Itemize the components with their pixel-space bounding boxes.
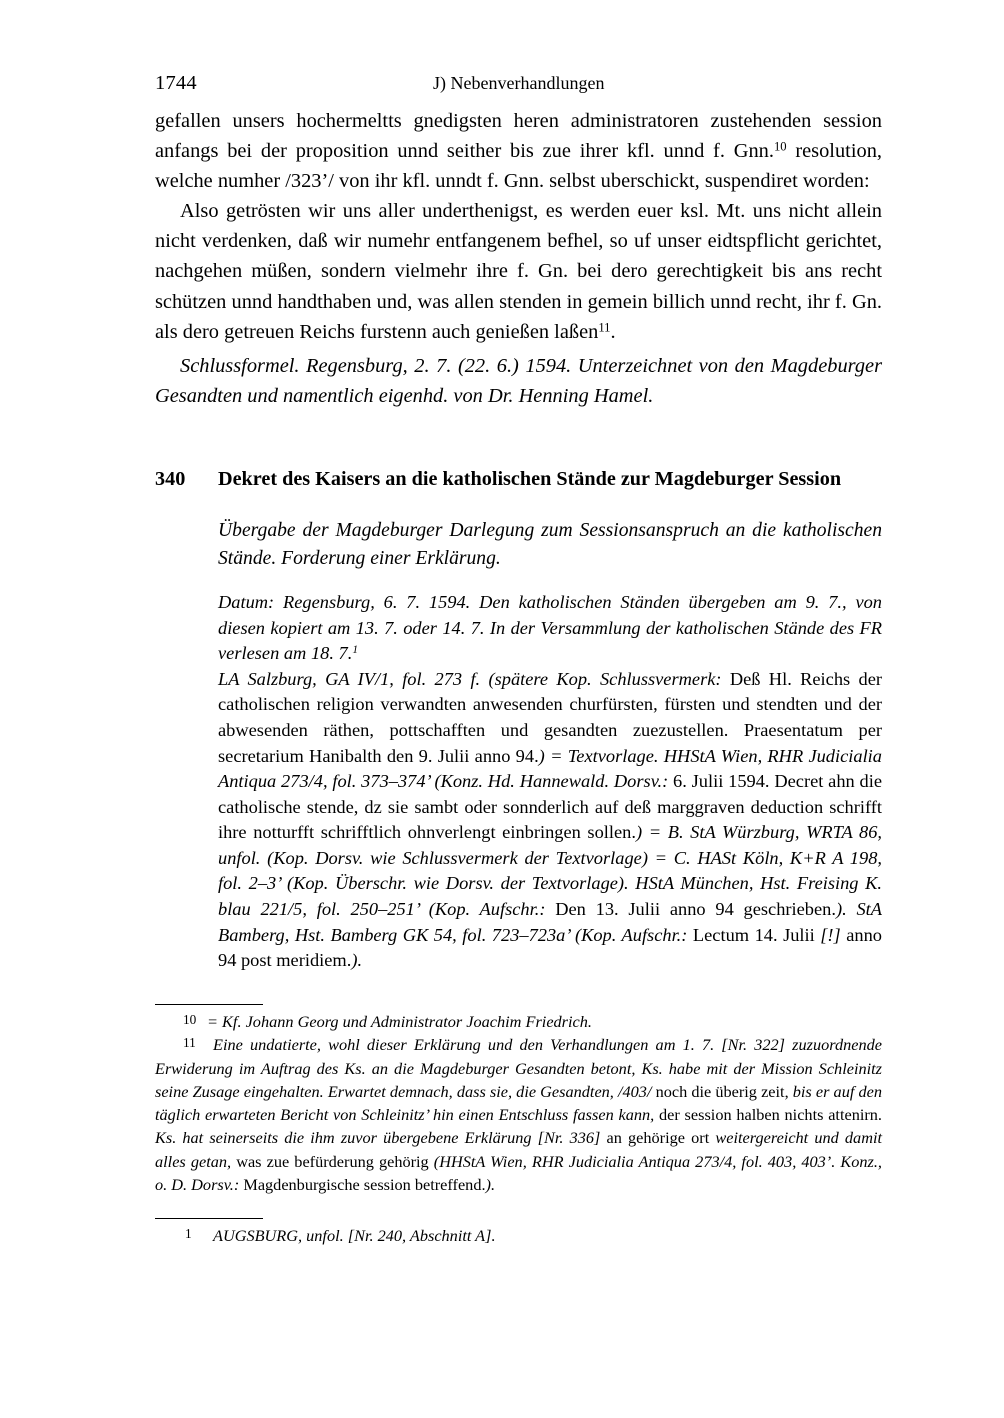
closing-formula: Schlussformel. Regensburg, 2. 7. (22. 6.) 1594. Unterzeichnet von den Magdeburger Gesandten und namentlich eigenhd. von Dr. Henning Hamel. [155, 354, 882, 407]
source-run-7: Lectum 14. Julii [687, 924, 815, 945]
source-run-9: anno 94 post meridiem. [218, 924, 882, 971]
footnote-doc-1-run-0: AUGSBURG, unfol. [Nr. 240, Abschnitt A]. [213, 1226, 496, 1245]
footnote-ref-10[interactable]: 10 [773, 139, 787, 154]
body-text [155, 106, 882, 347]
source-run-1: Deß Hl. Reichs der catholischen religion verwandten anwesenden churfürsten, fürsten und stendten und der abwesenden räthen, pottschafften und gesandten zuezustellen. Praesentatum per secretarium Hanibalth den 9. Julii anno 94. [218, 668, 882, 766]
footnote-separator-rule [155, 1218, 263, 1219]
source-run-8: [!] [814, 924, 841, 945]
footnote-11 [155, 1033, 882, 1196]
running-head [155, 72, 882, 106]
footnote-body [155, 1010, 882, 1033]
footnote-body [155, 1033, 882, 1196]
apparatus-date-text: Datum: Regensburg, 6. 7. 1594. Den katholischen Ständen übergeben am 9. 7., von diesen kopiert am 13. 7. oder 14. 7. In der Versammlung der katholischen Stände des FR verlesen am 18. 7. [218, 591, 882, 664]
footnote-marker: 1 [185, 1226, 192, 1241]
footnote-11-run-3: der session halben nichts attenirn. [654, 1105, 883, 1125]
footnote-11-run-10: ). [485, 1175, 496, 1195]
document-regest: Übergabe der Magdeburger Darlegung zum Sessionsanspruch an die katholischen Stände. Forderung einer Erklärung. [218, 519, 882, 569]
document-number: 340 [155, 467, 186, 490]
footnote-11-run-8: (HHStA Wien, RHR Judicialia Antiqua 273/4, fol. 403, 403’. Konz., o. D. Dorsv.: [155, 1151, 883, 1195]
source-run-2: ) = Textvorlage. HHStA Wien, RHR Judicialia Antiqua 273/4, fol. 373–374’ (Konz. Hd. Hannewald. Dorsv.: [218, 745, 882, 792]
document-title: Dekret des Kaisers an die katholischen Stände zur Magdeburger Session [218, 467, 842, 490]
source-run-6: ). StA Bamberg, Hst. Bamberg GK 54, fol. 723–723a’ (Kop. Aufschr.: [218, 899, 883, 945]
footnote-10 [155, 1010, 882, 1033]
apparatus-date-line [218, 590, 882, 667]
footnote-ref-doc-1[interactable]: 1 [352, 644, 359, 657]
apparatus-source-line [218, 667, 882, 974]
footnote-11-run-7: was zue befürderung gehörig [231, 1151, 434, 1171]
footnote-11-run-9: Magdenburgische session betreffend. [239, 1175, 486, 1195]
footnote-11-run-2: bis er auf den täglich erwarteten Bericht von Schleinitz’ hin einen Entschluss fassen kann, [155, 1081, 882, 1125]
footnote-area-document [155, 1218, 882, 1247]
footnote-11-run-4: Ks. hat seinerseits die ihm zuvor übergebene Erklärung [Nr. 336] [155, 1128, 601, 1148]
page-content [155, 72, 882, 974]
footnote-11-run-5: an gehörige ort [600, 1128, 716, 1148]
paragraph-continuation-text-a: gefallen unsers hochermeltts gnedigsten heren administratoren zustehenden session anfangs bei der proposition unnd seither bis zue ihrer kfl. unnd f. Gnn. [155, 110, 882, 163]
footnote-10-run-0: = Kf. Johann Georg und Administrator Joachim Friedrich. [207, 1012, 592, 1031]
running-head-title: J) Nebenverhandlungen [433, 73, 605, 93]
source-run-4: ) = B. StA Würzburg, WRTA 86, unfol. (Kop. Dorsv. wie Schlussvermerk der Textvorlage) = C. HASt Köln, K+R A 198, fol. 2–3’ (Kop. Überschr. wie Dorsv. der Textvorlage). HStA München, Hst. Freising K. blau 221/5, fol. 250–251’ (Kop. Aufschr.: [218, 822, 882, 920]
footnote-doc-1 [155, 1224, 882, 1247]
page-number: 1744 [155, 72, 197, 94]
paragraph-also-text-b: . [610, 320, 616, 343]
footnote-body [155, 1224, 882, 1247]
footnote-ref-11[interactable]: 11 [598, 320, 611, 335]
source-run-3: 6. Julii 1594. Decret ahn die catholische stende, dz sie sambt oder sonnderlich auf deß marggraven deduction schrifft ihre notturfft schrifftlich ohnverlengt einbringen sollen. [218, 771, 882, 843]
document-heading [155, 466, 882, 492]
paragraph-also-getroesten [155, 196, 882, 346]
source-run-0: LA Salzburg, GA IV/1, fol. 273 f. (spätere Kop. Schlussvermerk: [218, 668, 722, 689]
footnote-11-run-0: Eine undatierte, wohl dieser Erklärung und den Verhandlungen am 1. 7. [Nr. 322] zuzuordnende Erwiderung im Auftrag des Ks. an die Magdeburger Gesandten betont, Ks. habe mit der Mission Schleinitz seine Zusage eingehalten. Erwartet demnach, dass sie, die Gesandten, /403/ [155, 1035, 882, 1101]
footnote-marker: 11 [183, 1035, 196, 1051]
footnote-area-main [155, 1004, 882, 1196]
paragraph-also-text-a: Also getrösten wir uns aller underthenigst, es werden euer ksl. Mt. uns nicht allein nicht verdenken, daß wir numehr entfangenem befhel, so uf unser eidtspflicht gerichtet, nachgehen müßen, sondern vielmehr ihre f. Gn. bei dero gerechtigkeit bis ans recht schützen unnd handthaben und, was allen stenden in gemein billich unnd recht, ihr f. Gn. als dero getreuen Reichs furstenn auch genießen laßen [155, 200, 882, 343]
footnote-separator-rule [155, 1004, 263, 1005]
source-run-10: ). [351, 950, 363, 971]
paragraph-continuation [155, 106, 882, 196]
paragraph-continuation-text-b: resolution, welche numher /323’/ von ihr kfl. unndt f. Gnn. selbst uberschickt, suspendiret worden: [155, 140, 882, 193]
document-apparatus [218, 590, 882, 974]
footnote-11-run-6: weitergereicht und damit alles getan, [155, 1128, 882, 1171]
source-run-5: Den 13. Julii anno 94 geschrieben. [545, 899, 836, 920]
footnote-11-run-1: noch die überig zeit, [651, 1081, 793, 1101]
footnote-marker: 10 [183, 1012, 197, 1027]
